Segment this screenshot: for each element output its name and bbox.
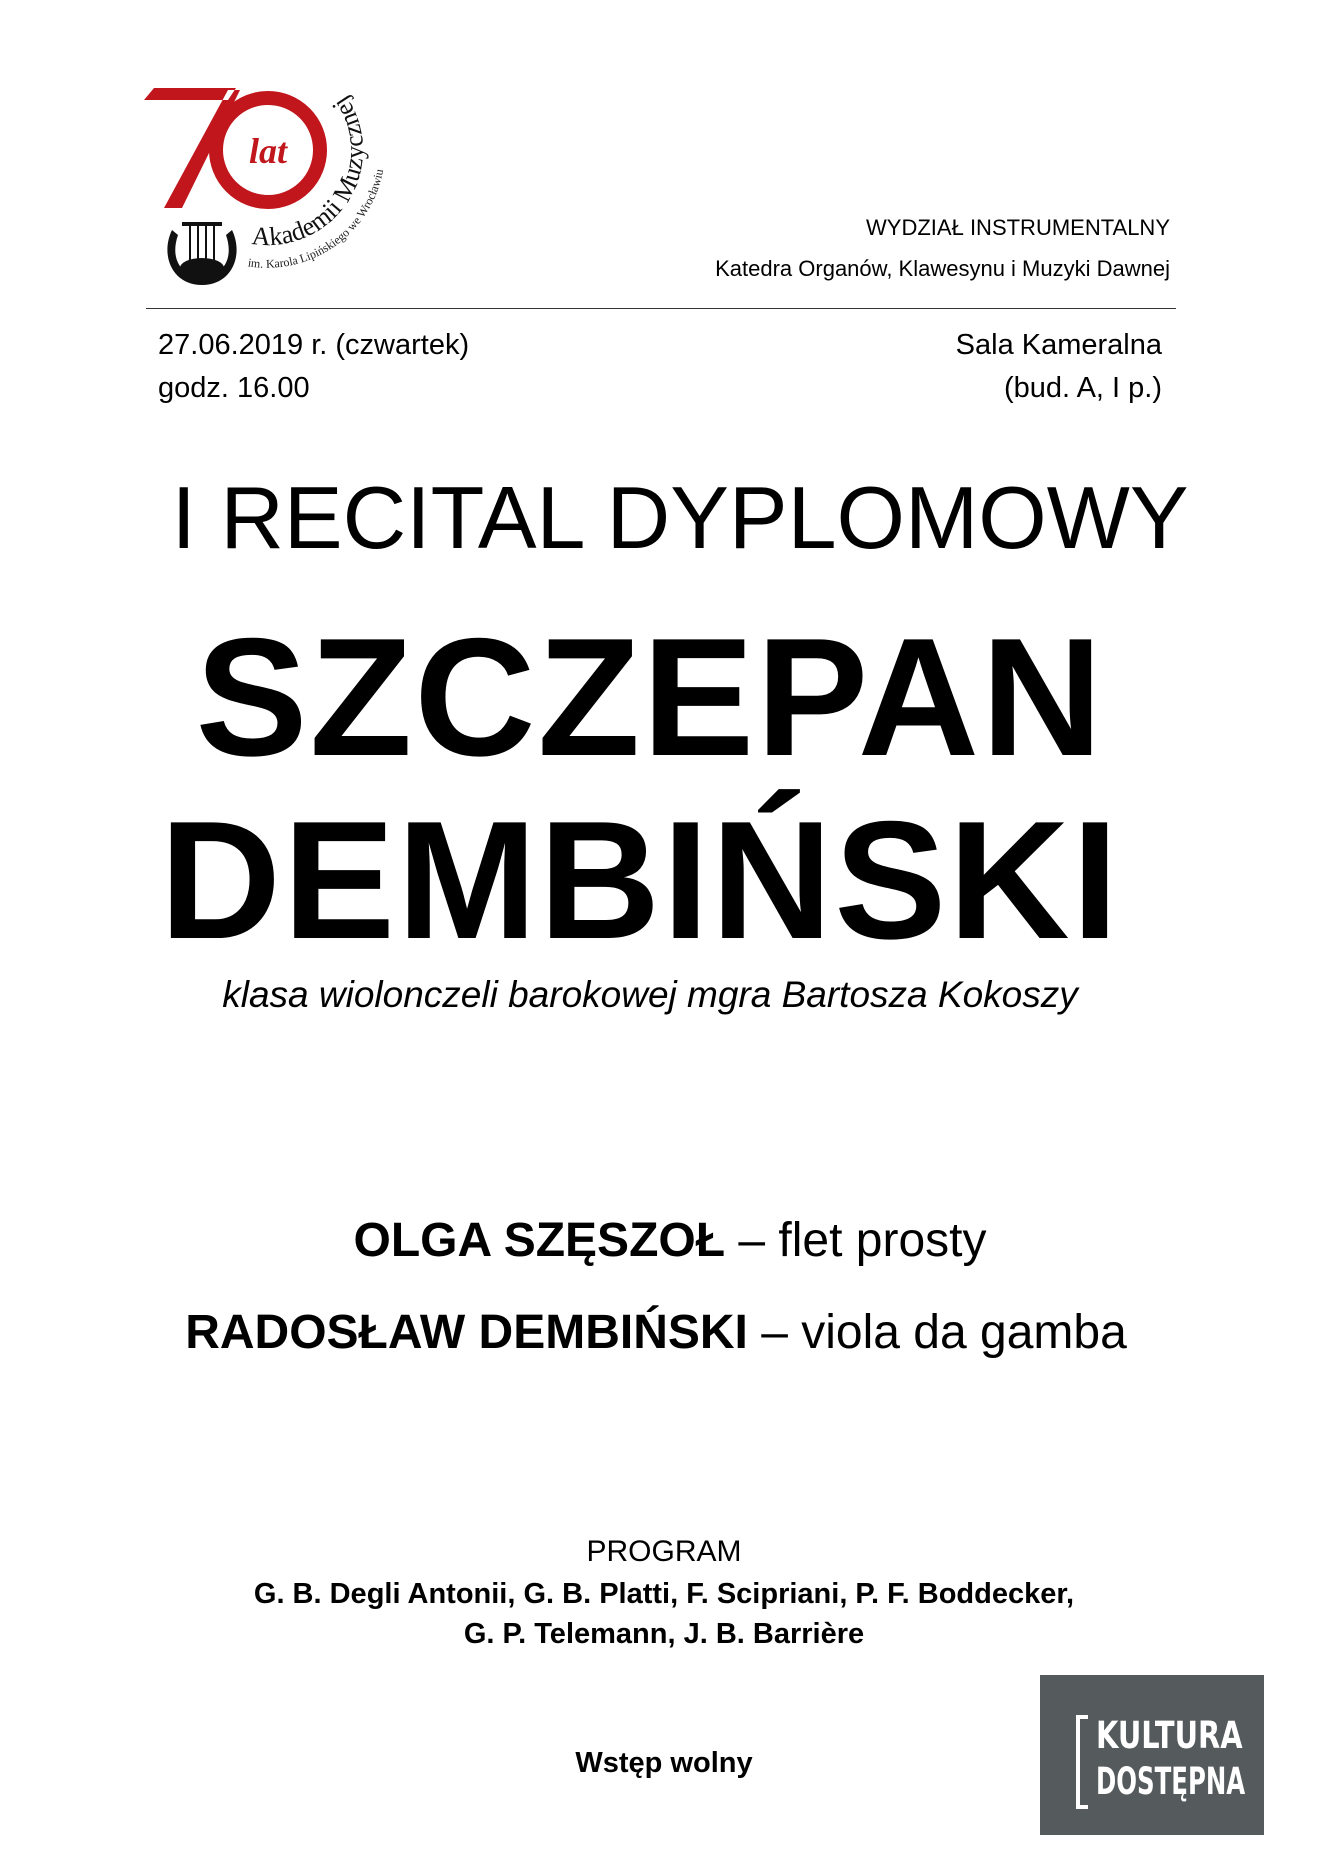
guest-instrument: – viola da gamba (747, 1306, 1127, 1359)
bracket-icon (1076, 1715, 1088, 1809)
guest-performer (10, 1213, 1320, 1269)
performer-first-name: SZCZEPAN (195, 603, 1105, 791)
logo-arc-sub: im. Karola Lipińskiego we Wrocławiu (246, 167, 387, 271)
department-name: Katedra Organów, Klawesynu i Muzyki Dawnej (715, 256, 1170, 281)
performer-last-name: DEMBIŃSKI (159, 786, 1121, 974)
program-composers-line-1: G. B. Degli Antonii, G. B. Platti, F. Scipriani, P. F. Boddecker, (253, 1578, 1075, 1610)
admission-note: Wstęp wolny (575, 1747, 753, 1779)
academy-anniversary-logo (140, 30, 420, 295)
event-venue-detail: (bud. A, I p.) (1004, 372, 1162, 404)
recital-title: I RECITAL DYPLOMOWY (171, 468, 1189, 567)
event-date: 27.06.2019 r. (czwartek) (158, 329, 470, 361)
event-time: godz. 16.00 (158, 372, 310, 404)
guest-instrument: – flet prosty (725, 1214, 987, 1267)
logo-arc-main: Akademii Muzycznej (250, 91, 370, 252)
performer-class: klasa wiolonczeli barokowej mgra Bartosza Kokoszy (222, 974, 1078, 1015)
lyre-icon (167, 222, 236, 285)
badge-line-2: DOSTĘPNA (1096, 1760, 1246, 1803)
event-venue: Sala Kameralna (955, 329, 1162, 361)
guest-performer (0, 1305, 1316, 1361)
faculty-name: WYDZIAŁ INSTRUMENTALNY (866, 215, 1170, 240)
badge-line-1: KULTURA (1096, 1714, 1243, 1757)
guest-name: RADOSŁAW DEMBIŃSKI (185, 1306, 748, 1359)
program-heading: PROGRAM (586, 1535, 742, 1568)
logo-lat: lat (248, 131, 288, 171)
guest-name: OLGA SZĘSZOŁ (353, 1214, 726, 1267)
kultura-dostepna-badge (1040, 1675, 1264, 1835)
header-divider (146, 308, 1176, 309)
program-composers-line-2: G. P. Telemann, J. B. Barrière (463, 1618, 865, 1650)
